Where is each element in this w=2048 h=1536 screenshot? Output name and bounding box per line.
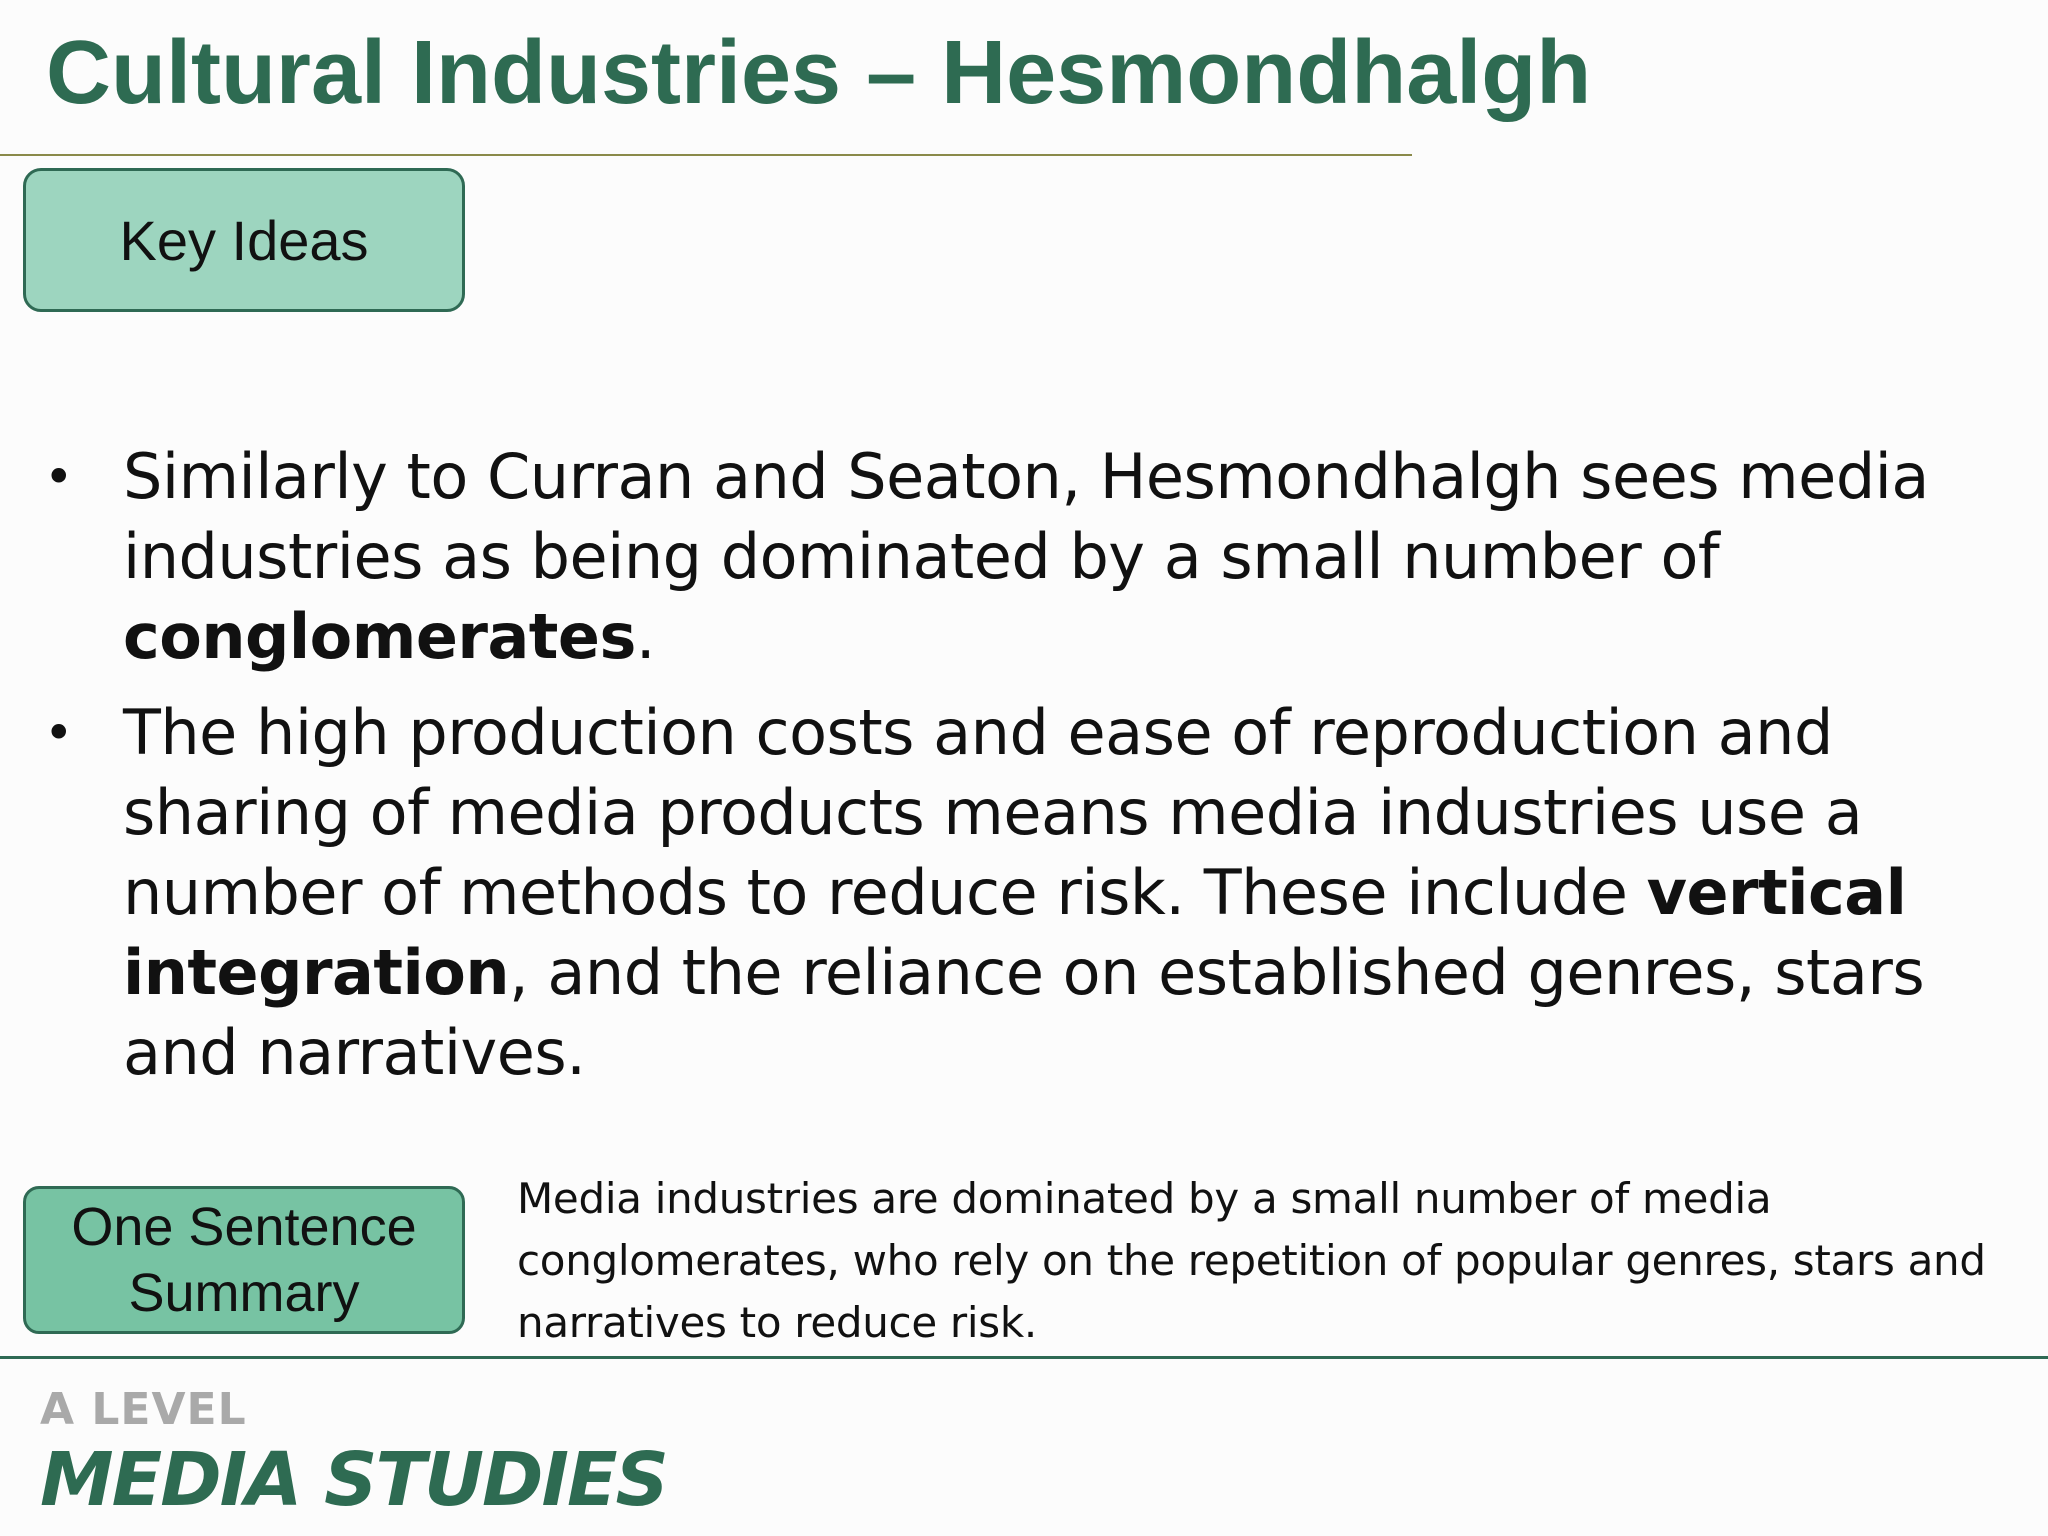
summary-text: Media industries are dominated by a small number of media conglomerates, who rely on the repetition of popular genres, stars and narratives to reduce risk. [517, 1174, 1986, 1347]
bullet-list [44, 437, 1994, 1109]
bullet-item [44, 693, 1994, 1093]
key-ideas-label: Key Ideas [119, 208, 369, 272]
key-ideas-box [23, 168, 465, 312]
bullet-bold-term: vertical integration [123, 856, 1907, 1009]
bullet-text: The high production costs and ease of reproduction and sharing of media products means media industries use a number of methods to reduce risk. These include [123, 696, 1863, 929]
bullet-dot-icon: • [44, 448, 73, 506]
slide-title: Cultural Industries – Hesmondhalgh [46, 23, 1592, 123]
bullet-item [44, 437, 1994, 677]
summary-box [23, 1186, 465, 1334]
bullet-bold-term: conglomerates [123, 600, 636, 673]
bullet-dot-icon: • [44, 704, 73, 762]
logo-bottom-text: MEDIA STUDIES [40, 1437, 667, 1523]
summary-label: One Sentence Summary [71, 1197, 417, 1323]
bullet-text-end: . [635, 600, 656, 673]
a-level-media-studies-logo [40, 1385, 667, 1523]
bullet-text: Similarly to Curran and Seaton, Hesmondhalgh sees media industries as being dominated by a small number of [123, 440, 1929, 593]
footer-divider [0, 1356, 2048, 1359]
logo-top-text: A LEVEL [40, 1384, 247, 1435]
title-divider [0, 154, 1412, 156]
bullet-text-end: , and the reliance on established genres, stars and narratives. [123, 936, 1925, 1089]
